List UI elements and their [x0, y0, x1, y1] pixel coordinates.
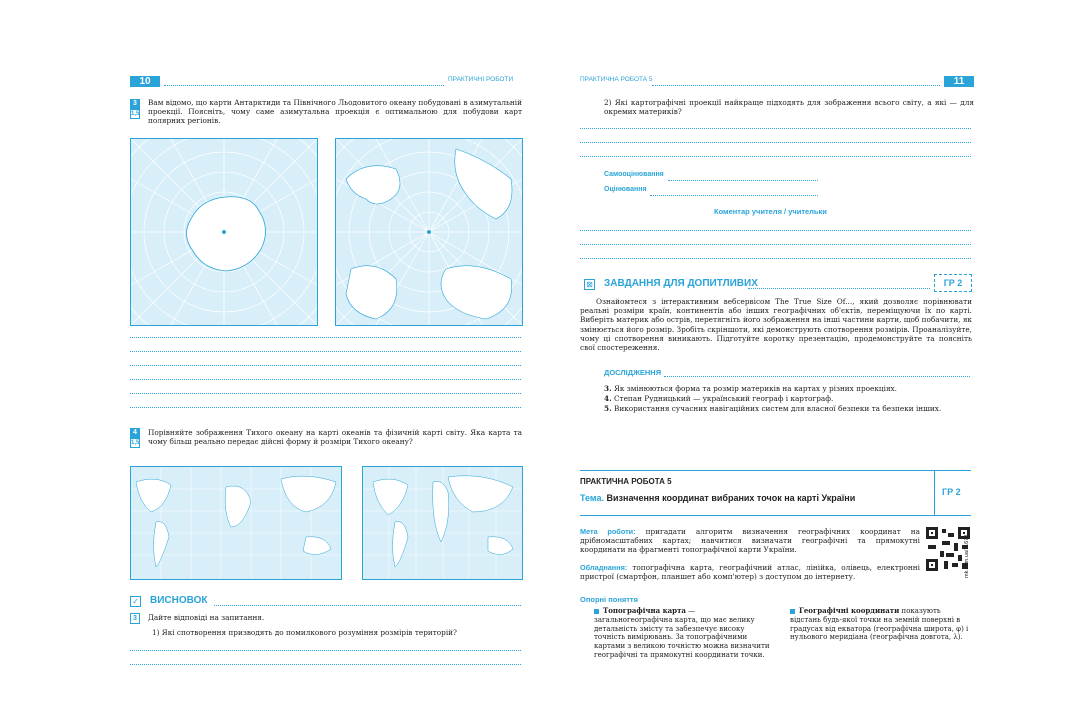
concept-text: показують відстань будь-якої точки на земній поверхні в градусах від екватора (географічна широта, φ) і нульового меридіана (географічна довгота, λ).	[790, 607, 969, 642]
topic-label: Тема.	[580, 493, 604, 503]
research-item-4	[604, 394, 974, 403]
qr-caption: mk.com.ua/11678	[964, 534, 970, 578]
research-item-text: Як змінюються форма та розмір материків на картах у різних проекціях.	[613, 384, 897, 393]
answer-line[interactable]	[130, 351, 521, 352]
answer-line[interactable]	[130, 337, 521, 338]
goal-paragraph	[580, 527, 920, 555]
answer-line[interactable]	[580, 128, 971, 129]
checkbox-icon: ✓	[130, 596, 141, 607]
equipment-label: Обладнання:	[580, 563, 628, 572]
page-number-left: 10	[130, 76, 160, 87]
curious-icon: ⊠	[584, 279, 595, 290]
header-label-right: ПРАКТИЧНА РОБОТА 5	[580, 76, 653, 83]
task-3-badge	[130, 99, 140, 119]
task-4-badge	[130, 428, 140, 448]
research-item-5	[604, 404, 979, 413]
page-number-right: 11	[944, 76, 974, 87]
oceans-map	[130, 466, 342, 580]
group-badge: ГР 2	[934, 274, 972, 292]
goal-label: Мета роботи:	[580, 527, 636, 536]
task-4-text: Порівняйте зображення Тихого океану на карті океанів та фізичній карті світу. Яка карта та чому більш реально передає дійсні форму й розміри Тихого океану?	[148, 428, 522, 447]
assessment-field[interactable]	[650, 195, 818, 196]
concept-term: Топографічна карта	[603, 606, 686, 615]
conclusion-instruction: Дайте відповіді на запитання.	[148, 613, 265, 622]
task-points: 1,5	[131, 440, 140, 446]
concept-topographic-map	[594, 607, 774, 660]
answer-line[interactable]	[580, 156, 971, 157]
answer-line[interactable]	[130, 664, 521, 665]
physical-world-map	[362, 466, 523, 580]
answer-line[interactable]	[580, 142, 971, 143]
answer-line[interactable]	[130, 393, 521, 394]
task-3-text: Вам відомо, що карти Антарктиди та Північного Льодовитого океану побудовані в азимутальній проекції. Поясніть, чому саме азимутальна проекція є оптимальною для побудови карт полярних регіонів.	[148, 98, 522, 126]
answer-line[interactable]	[130, 365, 521, 366]
research-item-num: 4.	[604, 394, 612, 403]
practical-work-heading: ПРАКТИЧНА РОБОТА 5	[580, 477, 672, 486]
curious-title: ЗАВДАННЯ ДЛЯ ДОПИТЛИВИХ	[604, 278, 758, 289]
concept-text: — загальногеографічна карта, що має велику детальність змісту та забезпечує високу точність вимірювань. За топографічними картами з великою точністю можна визначити географічні та прямокутні координати точки.	[594, 607, 770, 659]
research-item-text: Степан Рудницький — український географ і картограф.	[613, 394, 834, 403]
right-page	[534, 0, 1068, 726]
concept-term: Географічні координати	[799, 606, 900, 615]
practical-work-topic	[580, 493, 855, 503]
conclusion-task-badge	[130, 613, 140, 624]
section-rule	[214, 605, 521, 606]
task-number: 3	[130, 613, 140, 624]
research-item-3	[604, 384, 974, 393]
concepts-title: Опорні поняття	[580, 595, 638, 604]
question-2: 2) Які картографічні проекції найкраще підходять для зображення всього світу, а які — для окремих материків?	[604, 98, 974, 117]
task-points: 1,5	[131, 111, 140, 117]
concept-geographic-coordinates	[790, 607, 972, 642]
header-label-left: ПРАКТИЧНІ РОБОТИ	[448, 76, 514, 83]
task-number: 4	[130, 428, 140, 438]
answer-line[interactable]	[130, 379, 521, 380]
answer-line[interactable]	[580, 244, 971, 245]
self-assessment-field[interactable]	[668, 180, 818, 181]
header-rule-left	[164, 85, 444, 86]
task-number: 3	[130, 99, 140, 109]
curious-text: Ознайомтеся з інтерактивним вебсервісом The True Size Of..., який дозволяє порівнювати реальні розміри країн, континентів або інших географічних об'єктів, переміщуючи їх по карті. Виберіть материк або острів, перетягніть його зображення на інші частини карти, щоб побачити, як змінюється його розмір. Зробіть скріншоти, які демонструють спотворення розмірів. Проаналізуйте, чому ці спотворення виникають. Підготуйте коротку презентацію, продемонструйте та поясніть свої спостереження.	[580, 297, 972, 353]
arctic-polar-map	[335, 138, 523, 326]
equipment-text: топографічна карта, географічний атлас, лінійка, олівець, електронні пристрої (смартфон, планшет або комп'ютер) з доступом до інтернету.	[580, 563, 920, 582]
goal-text: пригадати алгоритм визначення географічних координат на дрібномасштабних картах; навчитися визначати географічні та прямокутні координати на фрагменті топографічної карти України.	[580, 527, 920, 555]
research-title: ДОСЛІДЖЕННЯ	[604, 368, 662, 377]
section-rule	[664, 376, 970, 377]
answer-line[interactable]	[130, 650, 521, 651]
conclusion-title: ВИСНОВОК	[150, 595, 208, 606]
teacher-comment-label: Коментар учителя / учительки	[714, 207, 827, 216]
research-item-num: 5.	[604, 404, 612, 413]
assessment-label: Оцінювання	[604, 186, 647, 193]
antarctica-polar-map	[130, 138, 318, 326]
section-rule	[748, 288, 930, 289]
answer-line[interactable]	[580, 258, 971, 259]
topic-text: Визначення координат вибраних точок на карті України	[606, 493, 856, 503]
answer-line[interactable]	[130, 407, 521, 408]
research-item-num: 3.	[604, 384, 612, 393]
practical-work-header	[580, 470, 971, 516]
research-item-text: Використання сучасних навігаційних систем для власної безпеки та безпеки інших.	[613, 404, 942, 413]
self-assessment-label: Самооцінювання	[604, 171, 664, 178]
conclusion-question-1: 1) Які спотворення призводять до помилкового розуміння розмірів територій?	[152, 628, 457, 637]
bullet-icon	[790, 609, 795, 614]
bullet-icon	[594, 609, 599, 614]
group-badge: ГР 2	[942, 487, 961, 497]
equipment-paragraph	[580, 563, 920, 581]
header-rule-right	[652, 85, 940, 86]
answer-line[interactable]	[580, 230, 971, 231]
